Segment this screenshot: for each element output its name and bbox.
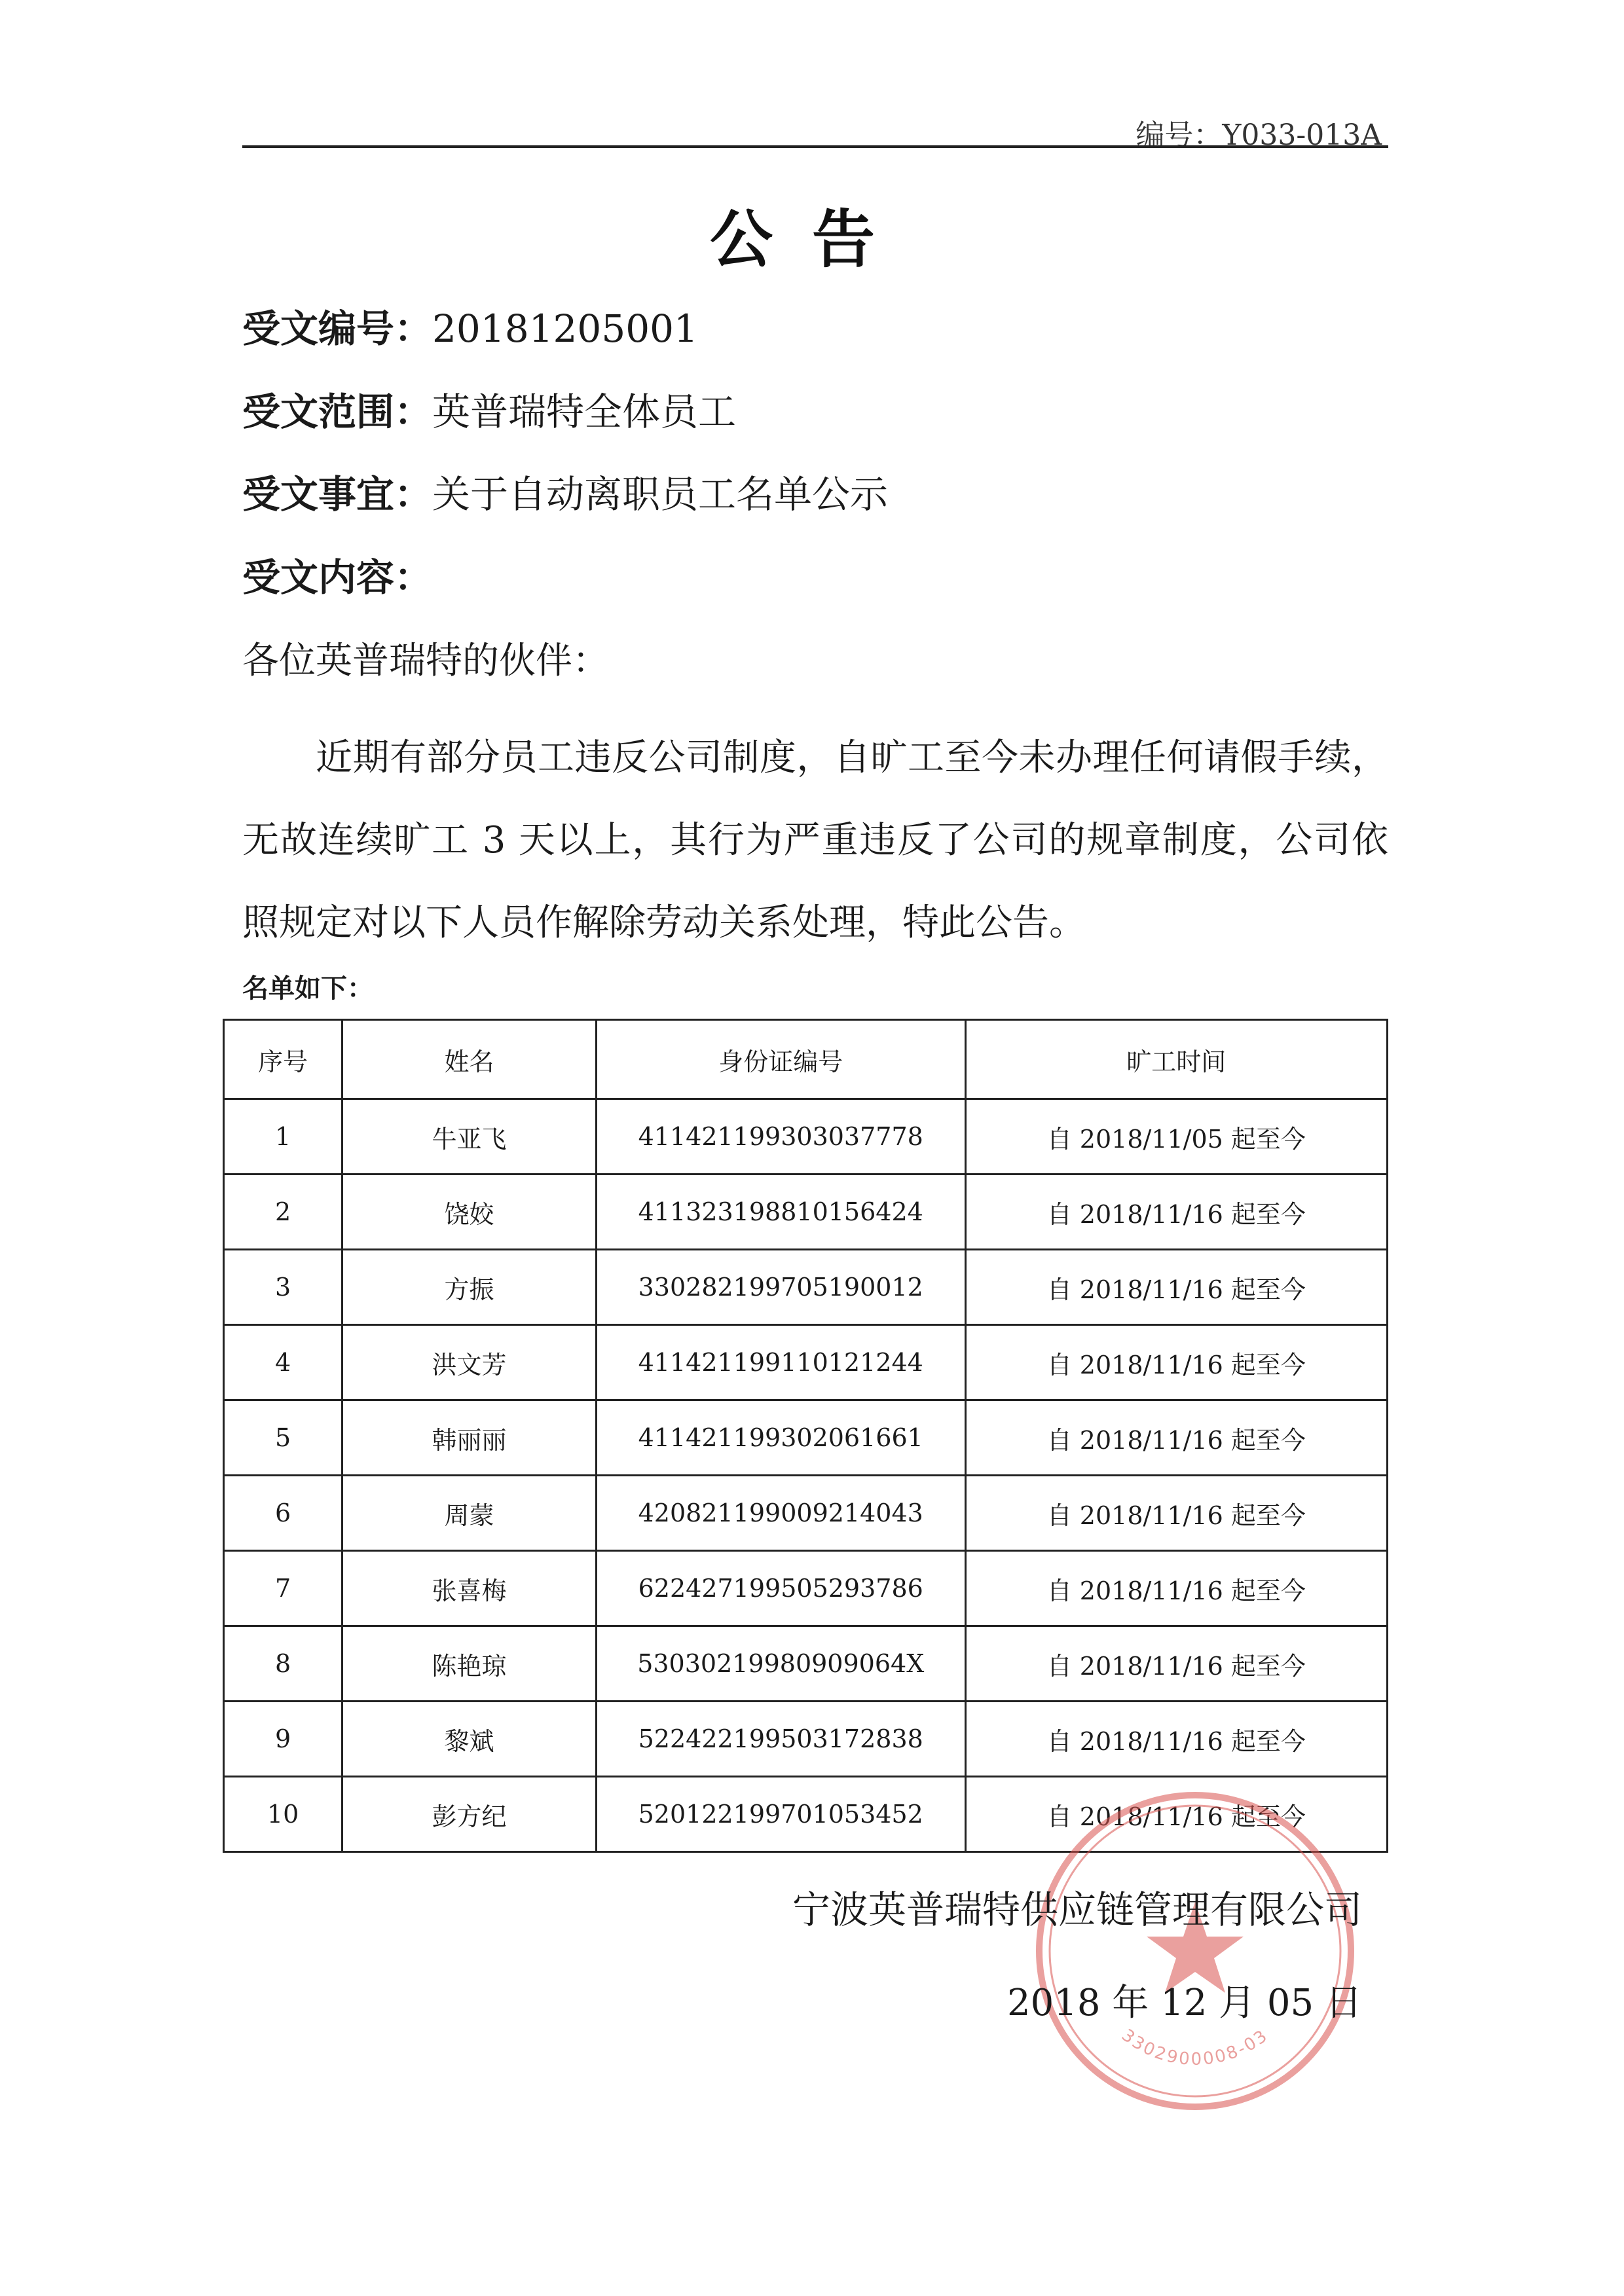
cell-index: 10 — [224, 1777, 342, 1852]
cell-index: 7 — [224, 1551, 342, 1626]
cell-id-number: 411421199303037778 — [596, 1099, 965, 1175]
table-row — [224, 1702, 1388, 1777]
cell-id-number: 330282199705190012 — [596, 1250, 965, 1325]
cell-index: 6 — [224, 1476, 342, 1551]
cell-name: 韩丽丽 — [342, 1400, 597, 1476]
field-label: 受文内容： — [242, 555, 433, 600]
cell-index: 2 — [224, 1175, 342, 1250]
list-label: 名单如下： — [242, 974, 373, 1004]
table-row — [224, 1476, 1388, 1551]
table-row — [224, 1400, 1388, 1476]
cell-absence-time: 自 2018/11/16 起至今 — [965, 1626, 1387, 1702]
field-value: 20181205001 — [432, 306, 698, 351]
cell-id-number: 411421199110121244 — [596, 1325, 965, 1400]
cell-name: 饶姣 — [342, 1175, 597, 1250]
field-scope — [242, 381, 736, 436]
cell-index: 8 — [224, 1626, 342, 1702]
header-id-number: 身份证编号 — [596, 1020, 965, 1099]
field-label: 受文范围： — [242, 390, 433, 434]
cell-name: 张喜梅 — [342, 1551, 597, 1626]
field-value: 关于自动离职员工名单公示 — [432, 472, 889, 517]
table-row — [224, 1099, 1388, 1175]
cell-name: 陈艳琼 — [342, 1626, 597, 1702]
cell-absence-time: 自 2018/11/16 起至今 — [965, 1250, 1387, 1325]
header-absence-time: 旷工时间 — [965, 1020, 1387, 1099]
cell-id-number: 53030219980909064X — [596, 1626, 965, 1702]
cell-name: 方振 — [342, 1250, 597, 1325]
cell-id-number: 411421199302061661 — [596, 1400, 965, 1476]
table-row — [224, 1626, 1388, 1702]
company-name: 宁波英普瑞特供应链管理有限公司 — [792, 1887, 1362, 1932]
field-doc-number — [242, 298, 698, 353]
cell-id-number: 622427199505293786 — [596, 1551, 965, 1626]
cell-absence-time: 自 2018/11/16 起至今 — [965, 1400, 1387, 1476]
cell-id-number: 522422199503172838 — [596, 1702, 965, 1777]
table-row — [224, 1250, 1388, 1325]
cell-name: 黎斌 — [342, 1702, 597, 1777]
greeting: 各位英普瑞特的伙伴： — [242, 640, 609, 682]
header-index: 序号 — [224, 1020, 342, 1099]
cell-name: 彭方纪 — [342, 1777, 597, 1852]
header-name: 姓名 — [342, 1020, 597, 1099]
cell-id-number: 411323198810156424 — [596, 1175, 965, 1250]
cell-absence-time: 自 2018/11/16 起至今 — [965, 1702, 1387, 1777]
table-row — [224, 1175, 1388, 1250]
table-row — [224, 1325, 1388, 1400]
field-value: 英普瑞特全体员工 — [432, 390, 737, 434]
cell-absence-time: 自 2018/11/16 起至今 — [965, 1175, 1387, 1250]
cell-id-number: 520122199701053452 — [596, 1777, 965, 1852]
cell-absence-time: 自 2018/11/16 起至今 — [965, 1325, 1387, 1400]
issue-date: 2018 年 12 月 05 日 — [1006, 1982, 1362, 2024]
cell-index: 9 — [224, 1702, 342, 1777]
table-row — [224, 1551, 1388, 1626]
cell-id-number: 420821199009214043 — [596, 1476, 965, 1551]
cell-absence-time: 自 2018/11/05 起至今 — [965, 1099, 1387, 1175]
field-label: 受文事宜： — [242, 472, 433, 517]
cell-absence-time: 自 2018/11/16 起至今 — [965, 1476, 1387, 1551]
cell-name: 牛亚飞 — [342, 1099, 597, 1175]
field-label: 受文编号： — [242, 306, 433, 351]
notice-body: 近期有部分员工违反公司制度，自旷工至今未办理任何请假手续，无故连续旷工 3 天以上，其行为严重违反了公司的规章制度，公司依照规定对以下人员作解除劳动关系处理，特此公告。 — [242, 737, 1388, 944]
header-divider — [242, 145, 1388, 148]
cell-name: 周蒙 — [342, 1476, 597, 1551]
field-subject — [242, 464, 888, 519]
cell-absence-time: 自 2018/11/16 起至今 — [965, 1777, 1387, 1852]
table-header-row — [224, 1020, 1388, 1099]
notice-title: 公告 — [710, 203, 914, 276]
seal-code: 3302900008-03 — [1118, 2025, 1272, 2069]
field-content — [242, 547, 432, 602]
cell-index: 1 — [224, 1099, 342, 1175]
cell-index: 3 — [224, 1250, 342, 1325]
cell-index: 5 — [224, 1400, 342, 1476]
company-seal — [1031, 1787, 1359, 2115]
cell-name: 洪文芳 — [342, 1325, 597, 1400]
document-number: 编号：Y033-013A — [1135, 118, 1382, 152]
dismissal-table — [223, 1019, 1388, 1853]
cell-index: 4 — [224, 1325, 342, 1400]
cell-absence-time: 自 2018/11/16 起至今 — [965, 1551, 1387, 1626]
